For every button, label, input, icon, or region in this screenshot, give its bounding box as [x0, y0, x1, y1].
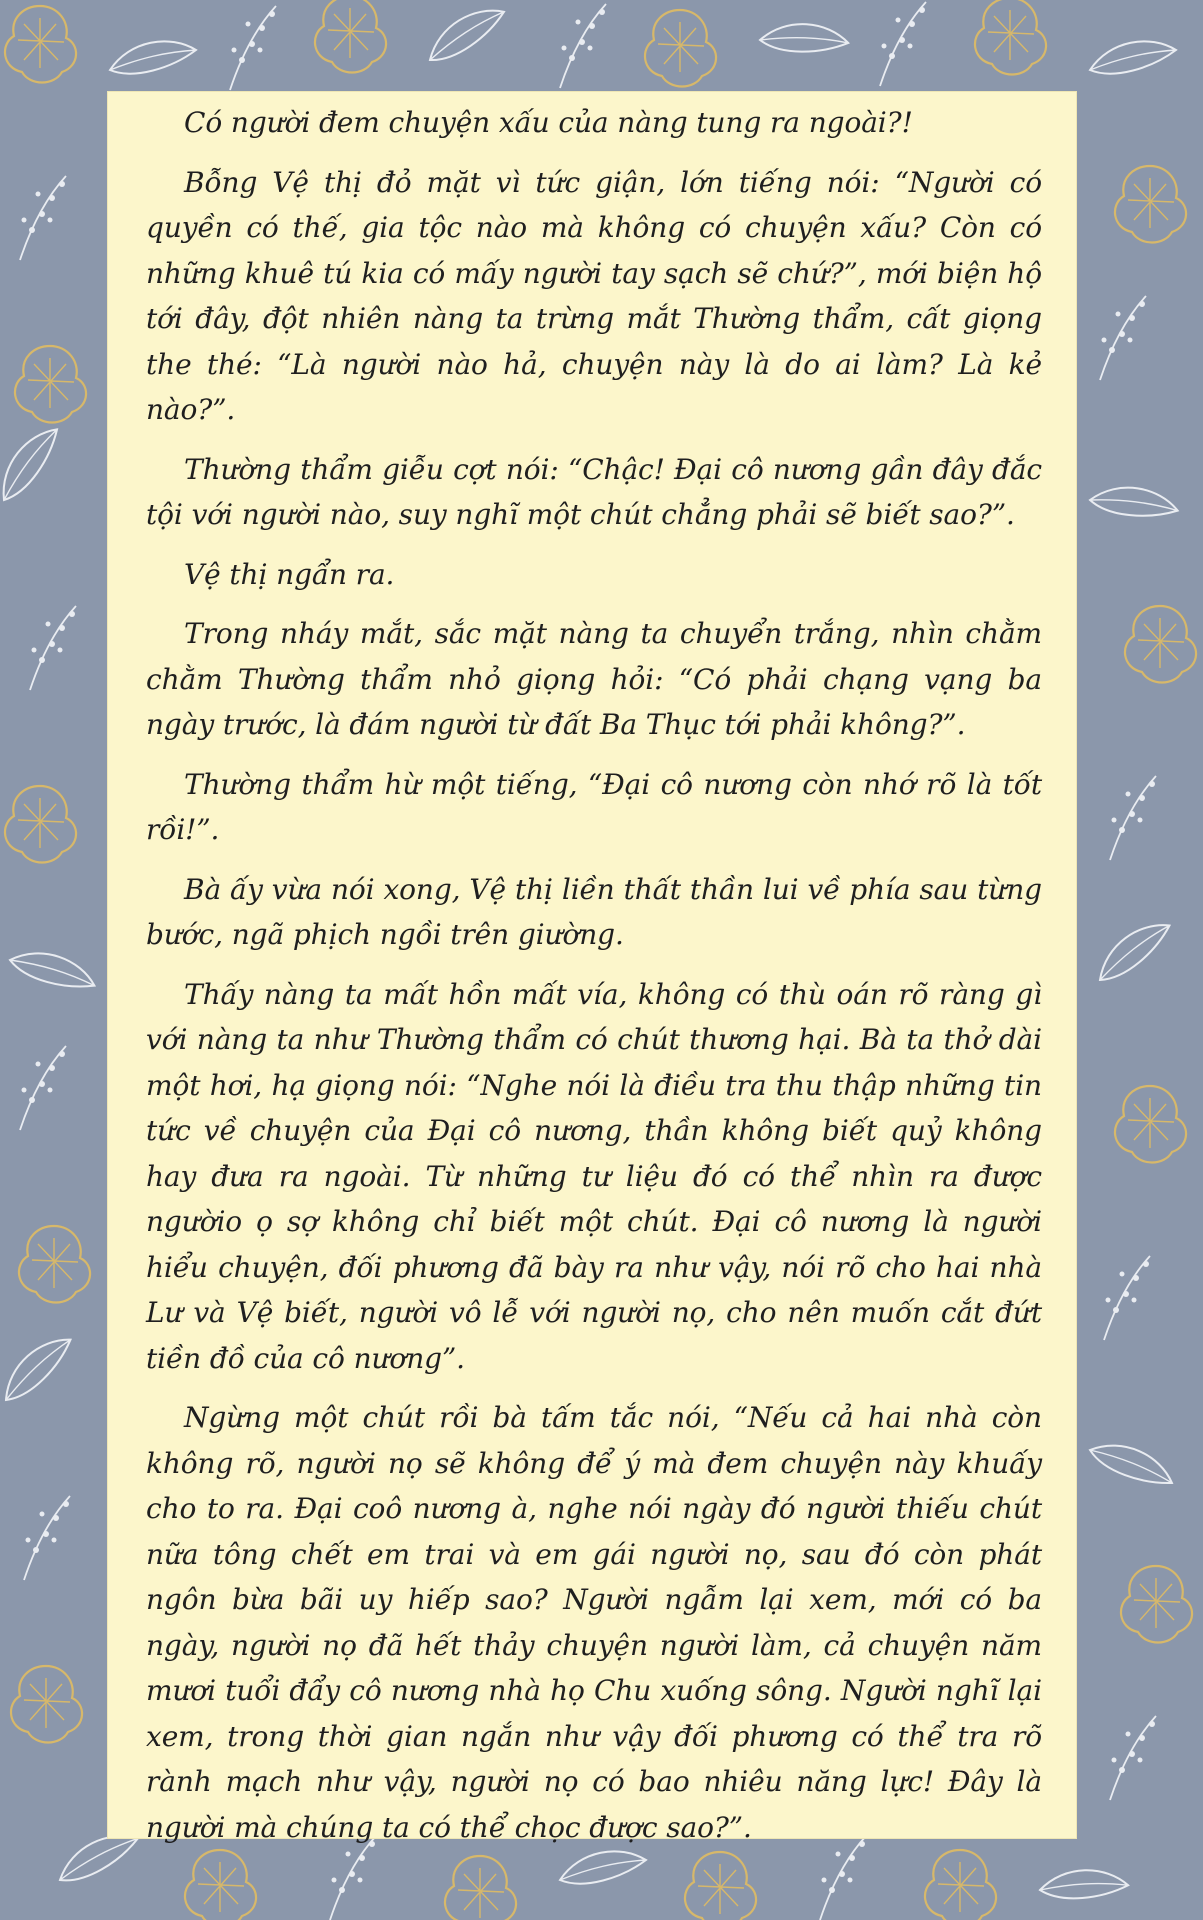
paragraph: Thấy nàng ta mất hồn mất vía, không có thù oán rõ ràng gì với nàng ta như Thường thẩm có chút thương hại. Bà ta thở dài một hơi, hạ giọng nói: “Nghe nói là điều tra thu thập những tin tức về chuyện của Đại cô nương, thần không biết quỷ không hay đưa ra ngoài. Từ những tư liệu đó có thể nhìn ra được ngườio ọ sợ không chỉ biết một chút. Đại cô nương là người hiểu chuyện, đối phương đã bày ra như vậy, nói rõ cho hai nhà Lư và Vệ biết, người vô lễ với người nọ, cho nên muốn cắt đứt tiền đồ của cô nương”. [146, 977, 1042, 1375]
paragraph: Bỗng Vệ thị đỏ mặt vì tức giận, lớn tiếng nói: “Người có quyền có thế, gia tộc nào mà không có chuyện xấu? Còn có những khuê tú kia có mấy người tay sạch sẽ chứ?”, mới biện hộ tới đây, đột nhiên nàng ta trừng mắt Thường thẩm, cất giọng the thé: “Là người nào hả, chuyện này là do ai làm? Là kẻ nào?”. [146, 165, 1042, 426]
paragraph: Có người đem chuyện xấu của nàng tung ra ngoài?! [184, 106, 913, 139]
paragraph: Thường thẩm hừ một tiếng, “Đại cô nương còn nhớ rõ là tốt rồi!”. [146, 767, 1042, 846]
paragraph: Vệ thị ngẩn ra. [184, 557, 395, 591]
paragraph: Ngừng một chút rồi bà tấm tắc nói, “Nếu cả hai nhà còn không rõ, người nọ sẽ không để ý mà đem chuyện này khuấy cho to ra. Đại coô nương à, nghe nói ngày đó người thiếu chút nữa tông chết em trai và em gái người nọ, sau đó còn phát ngôn bừa bãi uy hiếp sao? Người ngẫm lại xem, mới có ba ngày, người nọ đã hết thảy chuyện người làm, cả chuyện năm mươi tuổi đẩy cô nương nhà họ Chu xuống sông. Người nghĩ lại xem, trong thời gian ngắn như vậy đối phương có thể tra rõ rành mạch như vậy, người nọ có bao nhiêu năng lực! Đây là người mà chúng ta có thể chọc được sao?”. [146, 1401, 1042, 1844]
paragraph: Trong nháy mắt, sắc mặt nàng ta chuyển trắng, nhìn chằm chằm Thường thẩm nhỏ giọng hỏi: “Có phải chạng vạng ba ngày trước, là đám người từ đất Ba Thục tới phải không?”. [146, 617, 1042, 741]
paragraph: Thường thẩm giễu cợt nói: “Chậc! Đại cô nương gần đây đắc tội với người nào, suy nghĩ một chút chẳng phải sẽ biết sao?”. [146, 452, 1042, 531]
paragraph: Bà ấy vừa nói xong, Vệ thị liền thất thần lui về phía sau từng bước, ngã phịch ngồi trên giường. [146, 872, 1042, 951]
text-panel [108, 92, 1076, 1844]
